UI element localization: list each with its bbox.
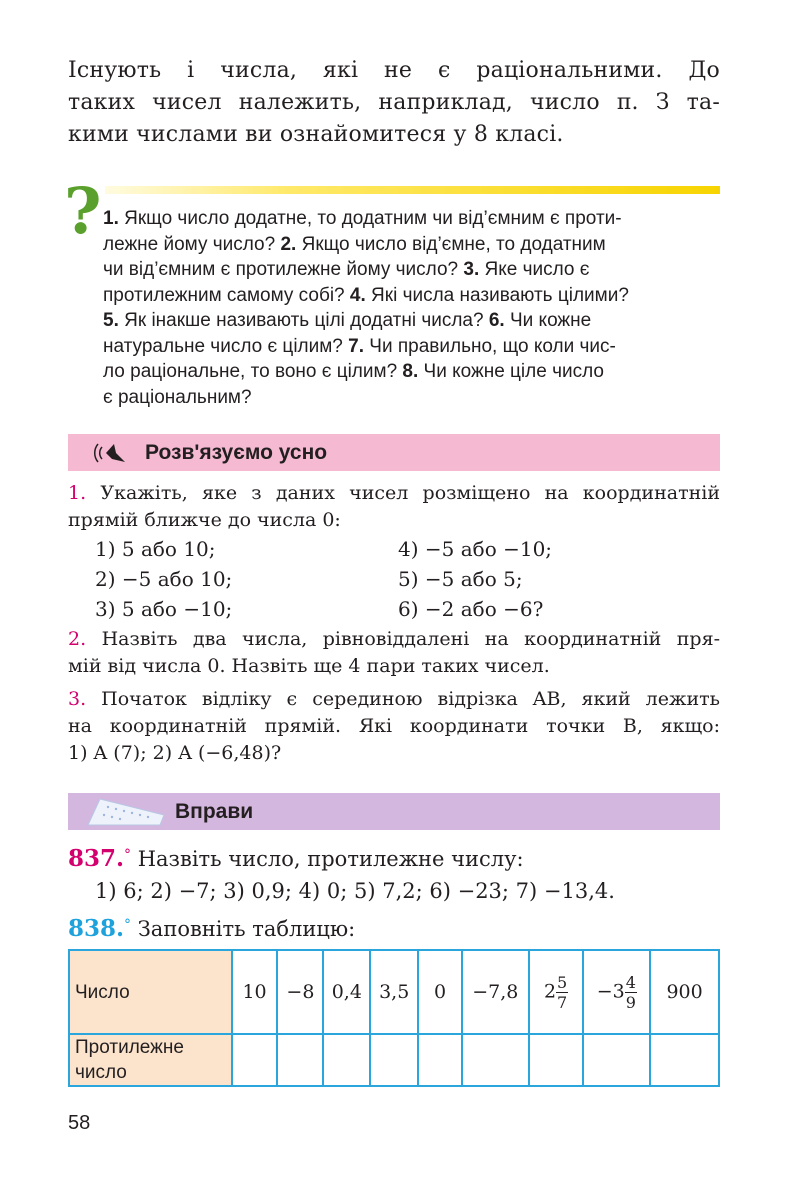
task1-options-left [95,534,232,624]
option-item: 3) 5 або −10; [95,597,233,621]
question-text: натуральне число є цілим? [103,335,349,357]
question-text: протилежним самому собі? [103,284,350,306]
question-text: лежне йому число? [103,233,281,255]
fraction-numerator: 5 [557,972,568,992]
task-text: прямій ближче до числа 0: [68,509,341,531]
option-item: 1) 5 або 10; [95,537,216,561]
empty-cell[interactable] [232,1034,278,1086]
fraction-whole: −3 [596,980,625,1002]
question-text: Які числа називають цілими? [365,284,629,306]
opposite-numbers-table [68,949,720,1087]
empty-cell[interactable] [650,1034,719,1086]
question-number: 1. [103,208,119,229]
row-header-opposite: Протилежне число [69,1034,232,1086]
task-number: 3. [68,688,87,710]
question-line [103,283,721,309]
question-number: 6. [488,310,505,331]
empty-cell[interactable] [529,1034,584,1086]
task-number: 1. [68,482,87,504]
task-text: Укажіть, яке з даних чисел розміщено на координатній [100,482,720,504]
difficulty-mark: ° [124,917,132,933]
exercise-837 [68,843,524,875]
question-text: Чи кожне ціле число [418,361,604,382]
table-cell-mixed-fraction [529,950,584,1034]
empty-cell[interactable] [370,1034,418,1086]
question-text: Чи правильно, що коли чис- [364,335,616,357]
table-cell: −8 [277,950,323,1034]
question-number: 5. [103,310,119,331]
review-questions [103,206,721,410]
intro-line: таких чисел належить, наприклад, число π. З та- [68,90,720,115]
task-text: Назвіть два числа, рівновіддалені на координатній пря- [101,628,720,650]
difficulty-mark: ° [124,847,132,863]
table-cell: 0,4 [323,950,370,1034]
question-number: 8. [402,361,419,382]
table-cell: −7,8 [462,950,529,1034]
oral-section-banner [68,434,720,471]
empty-cell[interactable] [323,1034,370,1086]
exercises-section-banner [68,793,720,830]
table-cell-mixed-fraction [583,950,650,1034]
fraction [556,973,568,1012]
ruler-icon [86,797,166,827]
question-text: Якщо число додатне, то додатним чи від’ємним є проти- [118,208,622,229]
question-line [103,385,721,411]
fraction-denominator: 9 [625,992,636,1012]
question-text: Чи кожне [504,310,592,331]
option-item: 6) −2 або −6? [398,597,544,621]
exercise-number: 838. [68,915,125,942]
question-text: чи від’ємним є протилежне йому число? [103,259,464,280]
table-cell: 3,5 [370,950,418,1034]
intro-line: Існують і числа, які не є раціональними. До [68,58,720,83]
question-number: 7. [348,335,365,357]
empty-cell[interactable] [418,1034,462,1086]
speaking-icon [92,440,126,466]
task-text: Початок відліку є серединою відрізка AB, який лежить [101,688,720,710]
intro-line: кими числами ви ознайомитеся у 8 класі. [68,122,564,147]
task1-options-right [398,534,552,624]
question-text: ло раціональне, то воно є цілим? [103,361,403,382]
empty-cell[interactable] [462,1034,529,1086]
exercise-number: 837. [68,845,125,872]
task-text: на координатній прямій. Які координати точки B, якщо: [68,715,720,737]
questions-decor-bar [105,186,720,194]
question-line [103,334,721,360]
question-number: 3. [463,259,480,280]
oral-task-2 [68,626,720,680]
question-text: Як інакше називають цілі додатні числа? [118,310,489,331]
table-cell: 10 [232,950,278,1034]
fraction-whole: 2 [543,980,557,1002]
fraction [625,973,637,1012]
exercise-text: Заповніть таблицю: [137,917,356,941]
table-cell: 900 [650,950,719,1034]
question-text: Яке число є [479,259,590,280]
option-item: 4) −5 або −10; [398,537,553,561]
oral-task-3 [68,686,720,767]
oral-section-title: Розв'язуємо усно [145,441,328,464]
question-line [103,206,721,232]
task-text: 1) A (7); 2) A (−6,48)? [68,742,282,764]
task-text: мій від числа 0. Назвіть ще 4 пари таких чисел. [68,655,550,677]
task-number: 2. [68,628,87,650]
option-item: 5) −5 або 5; [398,567,523,591]
question-number: 4. [349,284,366,306]
exercises-section-title: Вправи [175,800,254,823]
question-line [103,257,721,283]
fraction-numerator: 4 [625,972,636,992]
question-line [103,232,721,258]
question-line [103,359,721,385]
empty-cell[interactable] [583,1034,650,1086]
exercise-text: Назвіть число, протилежне числу: [137,847,524,871]
exercise-837-items: 1) 6; 2) −7; 3) 0,9; 4) 0; 5) 7,2; 6) −23; 7) −13,4. [95,879,615,903]
option-item: 2) −5 або 10; [95,567,233,591]
question-text: є раціональним? [103,386,252,408]
empty-cell[interactable] [277,1034,323,1086]
page-number: 58 [68,1112,91,1134]
intro-paragraph [68,55,720,151]
question-line [103,308,721,334]
exercise-838 [68,913,355,945]
table-cell: 0 [418,950,462,1034]
row-header-number: Число [69,950,232,1034]
question-text: Якщо число від’ємне, то додатним [296,233,606,255]
question-number: 2. [280,233,297,255]
oral-task-1 [68,480,720,534]
question-mark-icon: ? [64,174,102,249]
fraction-denominator: 7 [557,992,568,1012]
